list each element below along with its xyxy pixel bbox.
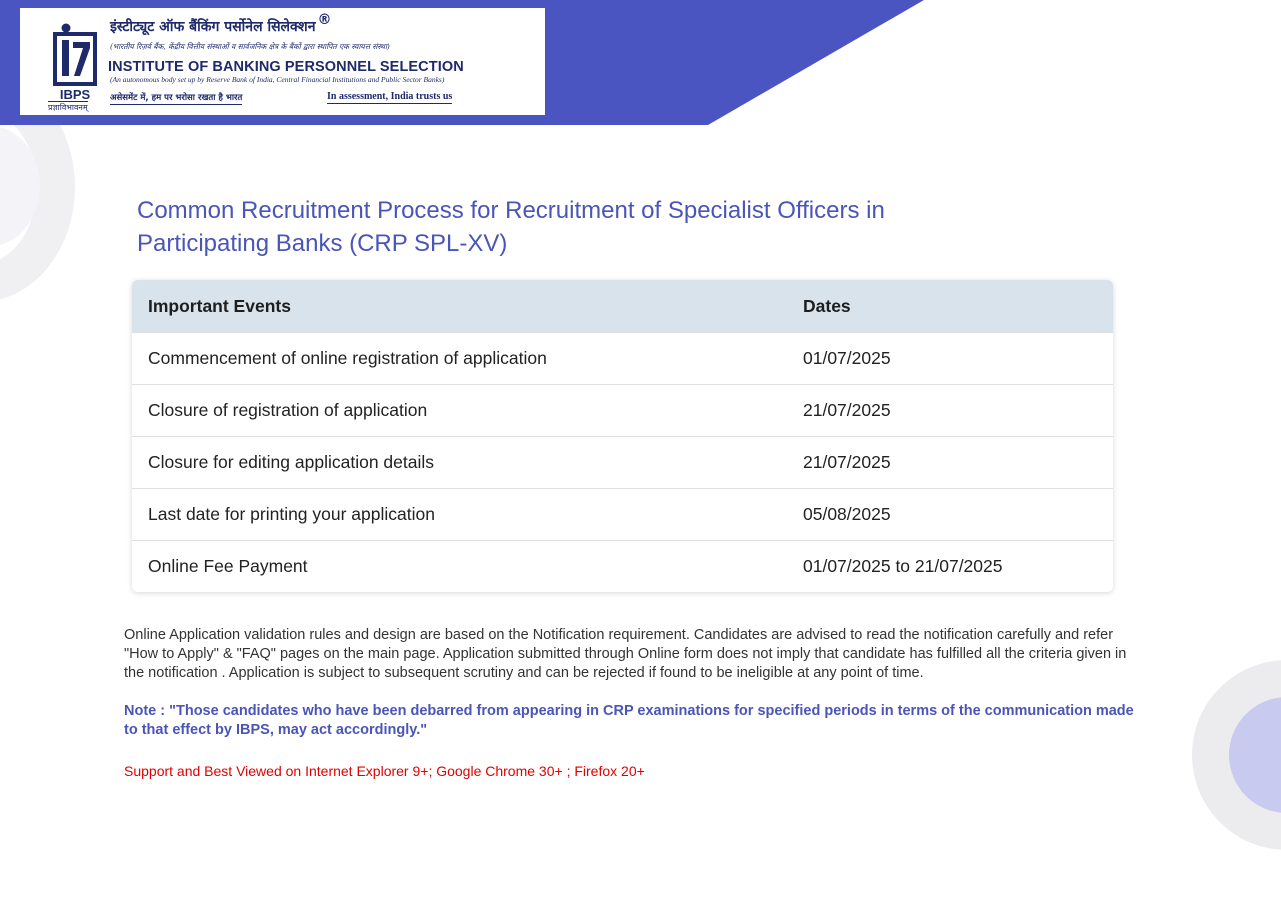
events-table [132,280,1113,592]
events-table-card [132,280,1113,592]
ibps-emblem-icon [48,22,98,112]
page-title: Common Recruitment Process for Recruitment of Specialist Officers in Participating Banks (CRP SPL-XV) [137,197,885,257]
event-cell: Commencement of online registration of application [132,333,787,385]
header-dates: Dates [787,280,1113,333]
logo-hindi-subtitle: (भारतीय रिज़र्व बैंक, केंद्रीय वित्तीय संस्थाओं व सार्वजनिक क्षेत्र के बैंकों द्वारा स्थापित एक स्वायत्त संस्था) [110,42,390,51]
table-row [132,437,1113,489]
registered-mark: ® [317,12,332,28]
validation-info-text: Online Application validation rules and design are based on the Notification requirement. Candidates are advised to read the notification carefully and refer "How to Apply" & "FAQ" pages on the main page. Application submitted through Online form does not imply that candidate has fulfilled all the criteria given in the notification . Application is subject to subsequent scrutiny and can be rejected if found to be ineligible at any point of time. [124,627,1127,681]
event-cell: Closure for editing application details [132,437,787,489]
date-cell: 05/08/2025 [787,489,1113,541]
logo-tagline-hindi: असेसमेंट में, हम पर भरोसा रखता है भारत [110,93,243,103]
table-row [132,385,1113,437]
ibps-emblem-motto: प्रज्ञाविभावनम् [48,103,88,112]
ibps-logo[interactable] [20,8,545,115]
logo-english-title: INSTITUTE OF BANKING PERSONNEL SELECTION [108,59,464,75]
date-cell: 21/07/2025 [787,385,1113,437]
table-row [132,541,1113,593]
svg-text:IBPS: IBPS [59,87,91,102]
header-band [0,0,1281,125]
browser-support-text: Support and Best Viewed on Internet Explorer 9+; Google Chrome 30+ ; Firefox 20+ [124,763,645,779]
event-cell: Online Fee Payment [132,541,787,593]
event-cell: Last date for printing your application [132,489,787,541]
logo-english-subtitle: (An autonomous body set up by Reserve Bank of India, Central Financial Institutions and Public Sector Banks) [110,75,445,84]
ibps-emblem-graphic [52,22,98,106]
logo-hindi-title-text: इंस्टीट्यूट ऑफ बैंकिंग पर्सोनेल सिलेक्शन [110,19,316,35]
date-cell: 01/07/2025 to 21/07/2025 [787,541,1113,593]
event-cell: Closure of registration of application [132,385,787,437]
header-important-events: Important Events [132,280,787,333]
date-cell: 01/07/2025 [787,333,1113,385]
table-header-row [132,280,1113,333]
logo-hindi-title [110,12,332,36]
table-row [132,489,1113,541]
date-cell: 21/07/2025 [787,437,1113,489]
debarred-note-text: Note : "Those candidates who have been debarred from appearing in CRP examinations for specified periods in terms of the communication made to that effect by IBPS, may act accordingly." [124,703,1134,738]
logo-tagline-english: In assessment, India trusts us [327,91,453,102]
info-block [124,626,1139,780]
table-row [132,333,1113,385]
